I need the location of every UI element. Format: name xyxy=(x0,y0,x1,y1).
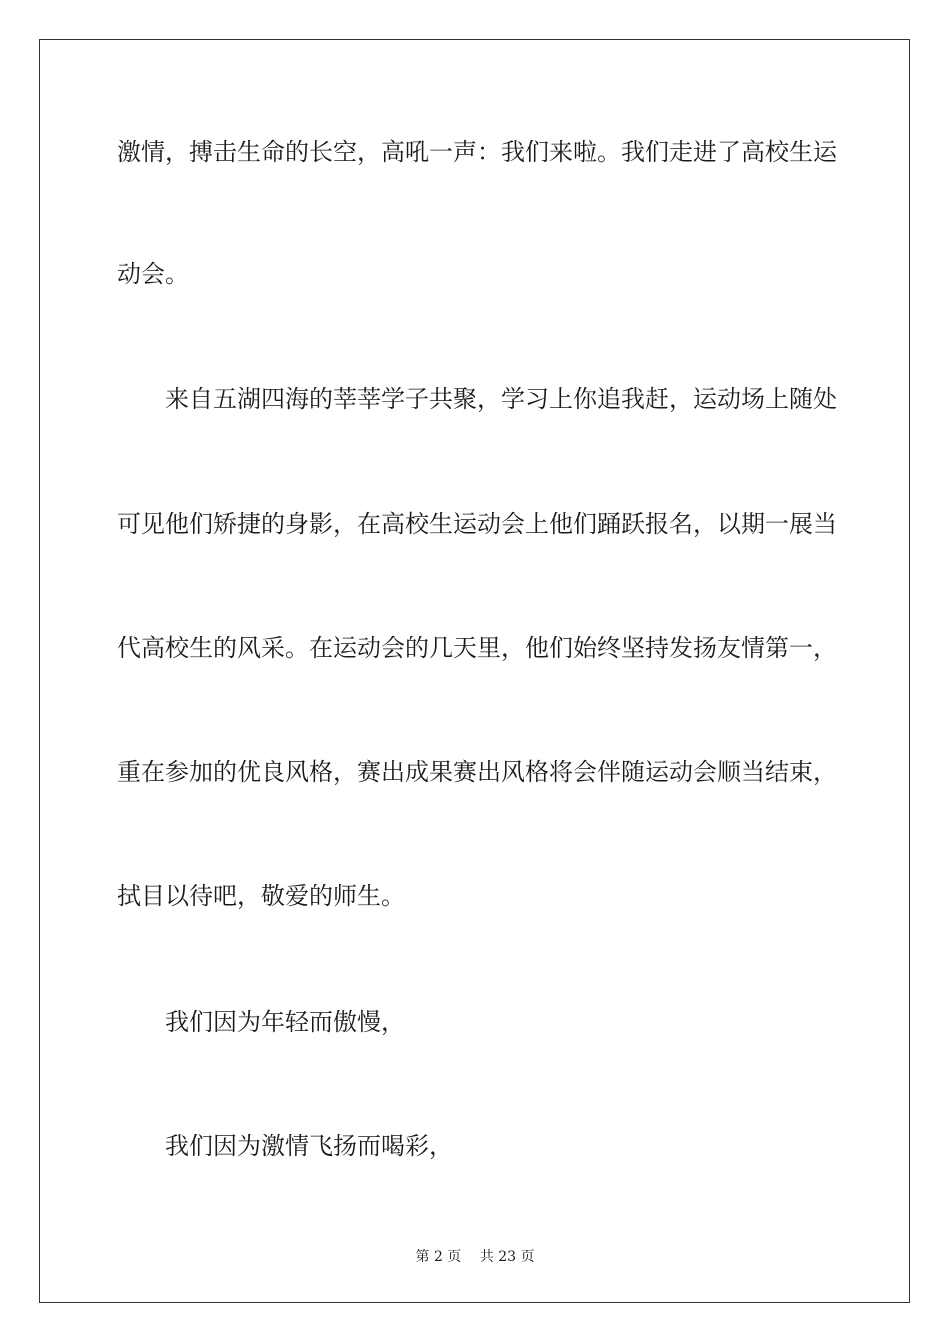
page-border xyxy=(39,39,910,1303)
text-line-8: 我们因为年轻而傲慢， xyxy=(165,1008,405,1036)
text-line-2: 动会。 xyxy=(117,260,189,288)
text-line-7: 拭目以待吧，敬爱的师生。 xyxy=(117,882,405,910)
text-line-3: 来自五湖四海的莘莘学子共聚，学习上你追我赶，运动场上随处 xyxy=(165,385,837,413)
page-number-footer: 第 2 页 共 23 页 xyxy=(415,1249,535,1265)
text-line-5: 代高校生的风采。在运动会的几天里，他们始终坚持发扬友情第一， xyxy=(117,634,837,662)
text-line-1: 激情，搏击生命的长空，高吼一声：我们来啦。我们走进了高校生运 xyxy=(117,138,837,166)
text-line-4: 可见他们矫捷的身影，在高校生运动会上他们踊跃报名，以期一展当 xyxy=(117,510,837,538)
text-line-6: 重在参加的优良风格，赛出成果赛出风格将会伴随运动会顺当结束， xyxy=(117,758,837,786)
text-line-9: 我们因为激情飞扬而喝彩， xyxy=(165,1132,453,1160)
